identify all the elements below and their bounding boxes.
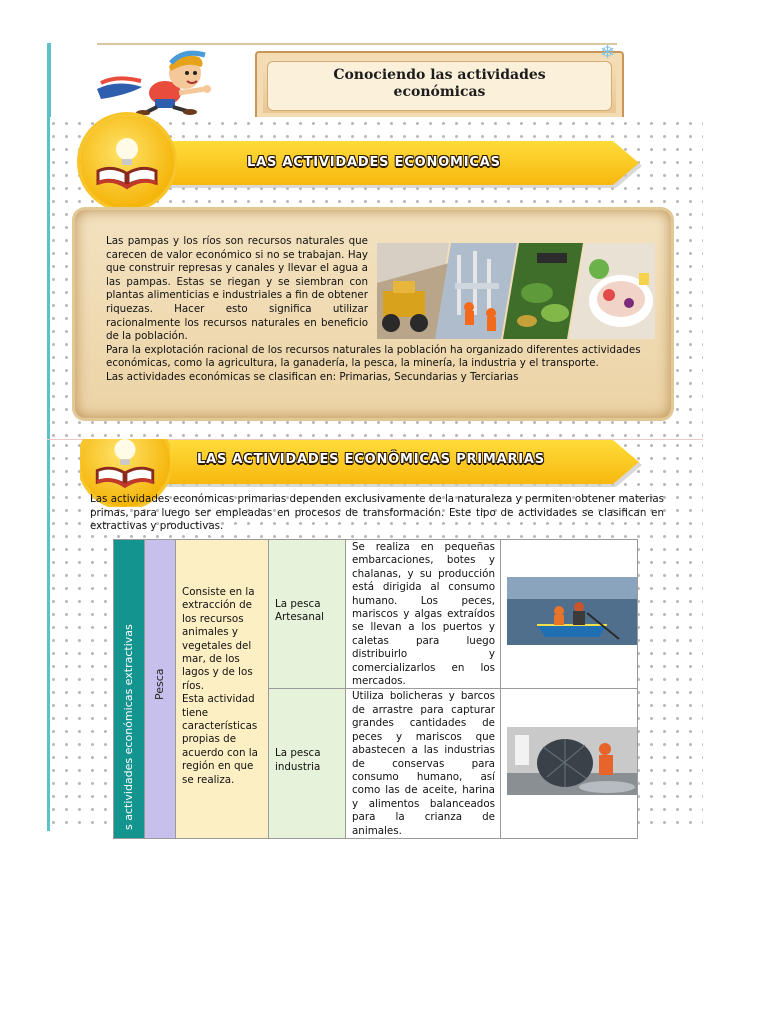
- left-accent-bar: [47, 43, 51, 117]
- section1-banner-title: LAS ACTIVIDADES ECONOMICAS: [247, 155, 501, 170]
- type-description-cell: [346, 540, 501, 689]
- header-title-frame: [255, 51, 624, 121]
- page-title-line1: Conociendo las actividades: [333, 67, 546, 83]
- activity-description-cell: [176, 540, 269, 839]
- paragraph-3: Las actividades económicas se clasifican en: Primarias, Secundarias y Terciarias: [106, 370, 519, 383]
- activity-cell: [145, 540, 176, 839]
- parchment-panel: [75, 210, 671, 418]
- badge-circle: [80, 115, 174, 209]
- primarias-description: Las actividades económicas primarias dependen exclusivamente de la naturaleza y permiten obtener materias primas, para luego ser empleadas en procesos de transformación. Este tipo de actividades se clasifican en extractivas y productivas.: [90, 493, 664, 532]
- running-boy-mascot-icon: [87, 49, 247, 115]
- left-accent-bar: [47, 117, 50, 439]
- parchment-text: [106, 235, 674, 385]
- header-top-line: [97, 43, 617, 45]
- fishing-type-label: La pesca industria: [275, 747, 321, 773]
- group-cell: [114, 540, 145, 839]
- section-actividades-economicas: [47, 117, 703, 439]
- activities-table: [113, 539, 638, 839]
- intro-paragraph: Las pampas y los ríos son recursos naturales que carecen de valor económico si no se trabajan. Hay que construir represas y canales y llevar el agua a las pampas. Estas se riegan y se siembran con plantas alimenticias e industriales a fin de obtener riquezas. Hacer esto significa utilizar racionalmente los recursos naturales en beneficio de la población.: [106, 235, 368, 343]
- page-title: [257, 67, 622, 101]
- type-cell: [269, 689, 346, 838]
- image-cell: [501, 689, 638, 838]
- table-row: [114, 540, 638, 689]
- fishing-type-description: Utiliza bolicheras y barcos de arrastre para capturar grandes cantidades de peces y mariscos que abastecen a las industrias de conservas para consumo humano, así como las de aceite, harina y alimentos balanceados para la crianza de animales.: [352, 690, 495, 837]
- section-actividades-primarias: [47, 439, 703, 837]
- paragraph-2: Para la explotación racional de los recursos naturales la población ha organizado diferentes actividades económicas, como la agricultura, la ganadería, la pesca, la minería, la industria y el transporte.: [106, 343, 641, 370]
- industrial-fishing-net-photo: [507, 727, 637, 795]
- image-cell: [501, 540, 638, 689]
- page-header: [47, 43, 620, 117]
- left-accent-bar: [47, 439, 50, 831]
- section2-banner-title: LAS ACTIVIDADES ECONÔMICAS PRIMARIAS: [197, 452, 545, 467]
- type-cell: [269, 540, 346, 689]
- activity-label: Pesca: [153, 668, 166, 700]
- artisanal-fishing-boat-photo: [507, 577, 637, 645]
- activity-description: Consiste en la extracción de los recursos animales y vegetales del mar, de los lagos y de los ríos. Esta actividad tiene características propias de acuerdo con la región en que se realiza.: [182, 586, 258, 786]
- fishing-type-description: Se realiza en pequeñas embarcaciones, botes y chalanas, y su producción está dirigida al consumo humano. Los peces, mariscos y algas extraídos se llevan a los puertos y caletas para luego distribuirlo y comercializarlos en los mercados.: [352, 541, 495, 688]
- type-description-cell: [346, 689, 501, 838]
- page-title-line2: económicas: [393, 84, 486, 100]
- snowflake-icon: ❄: [600, 42, 616, 62]
- group-label: s actividades económicas extractivas: [122, 624, 135, 830]
- lightbulb-book-icon: [80, 115, 174, 209]
- fishing-type-label: La pesca Artesanal: [275, 598, 325, 624]
